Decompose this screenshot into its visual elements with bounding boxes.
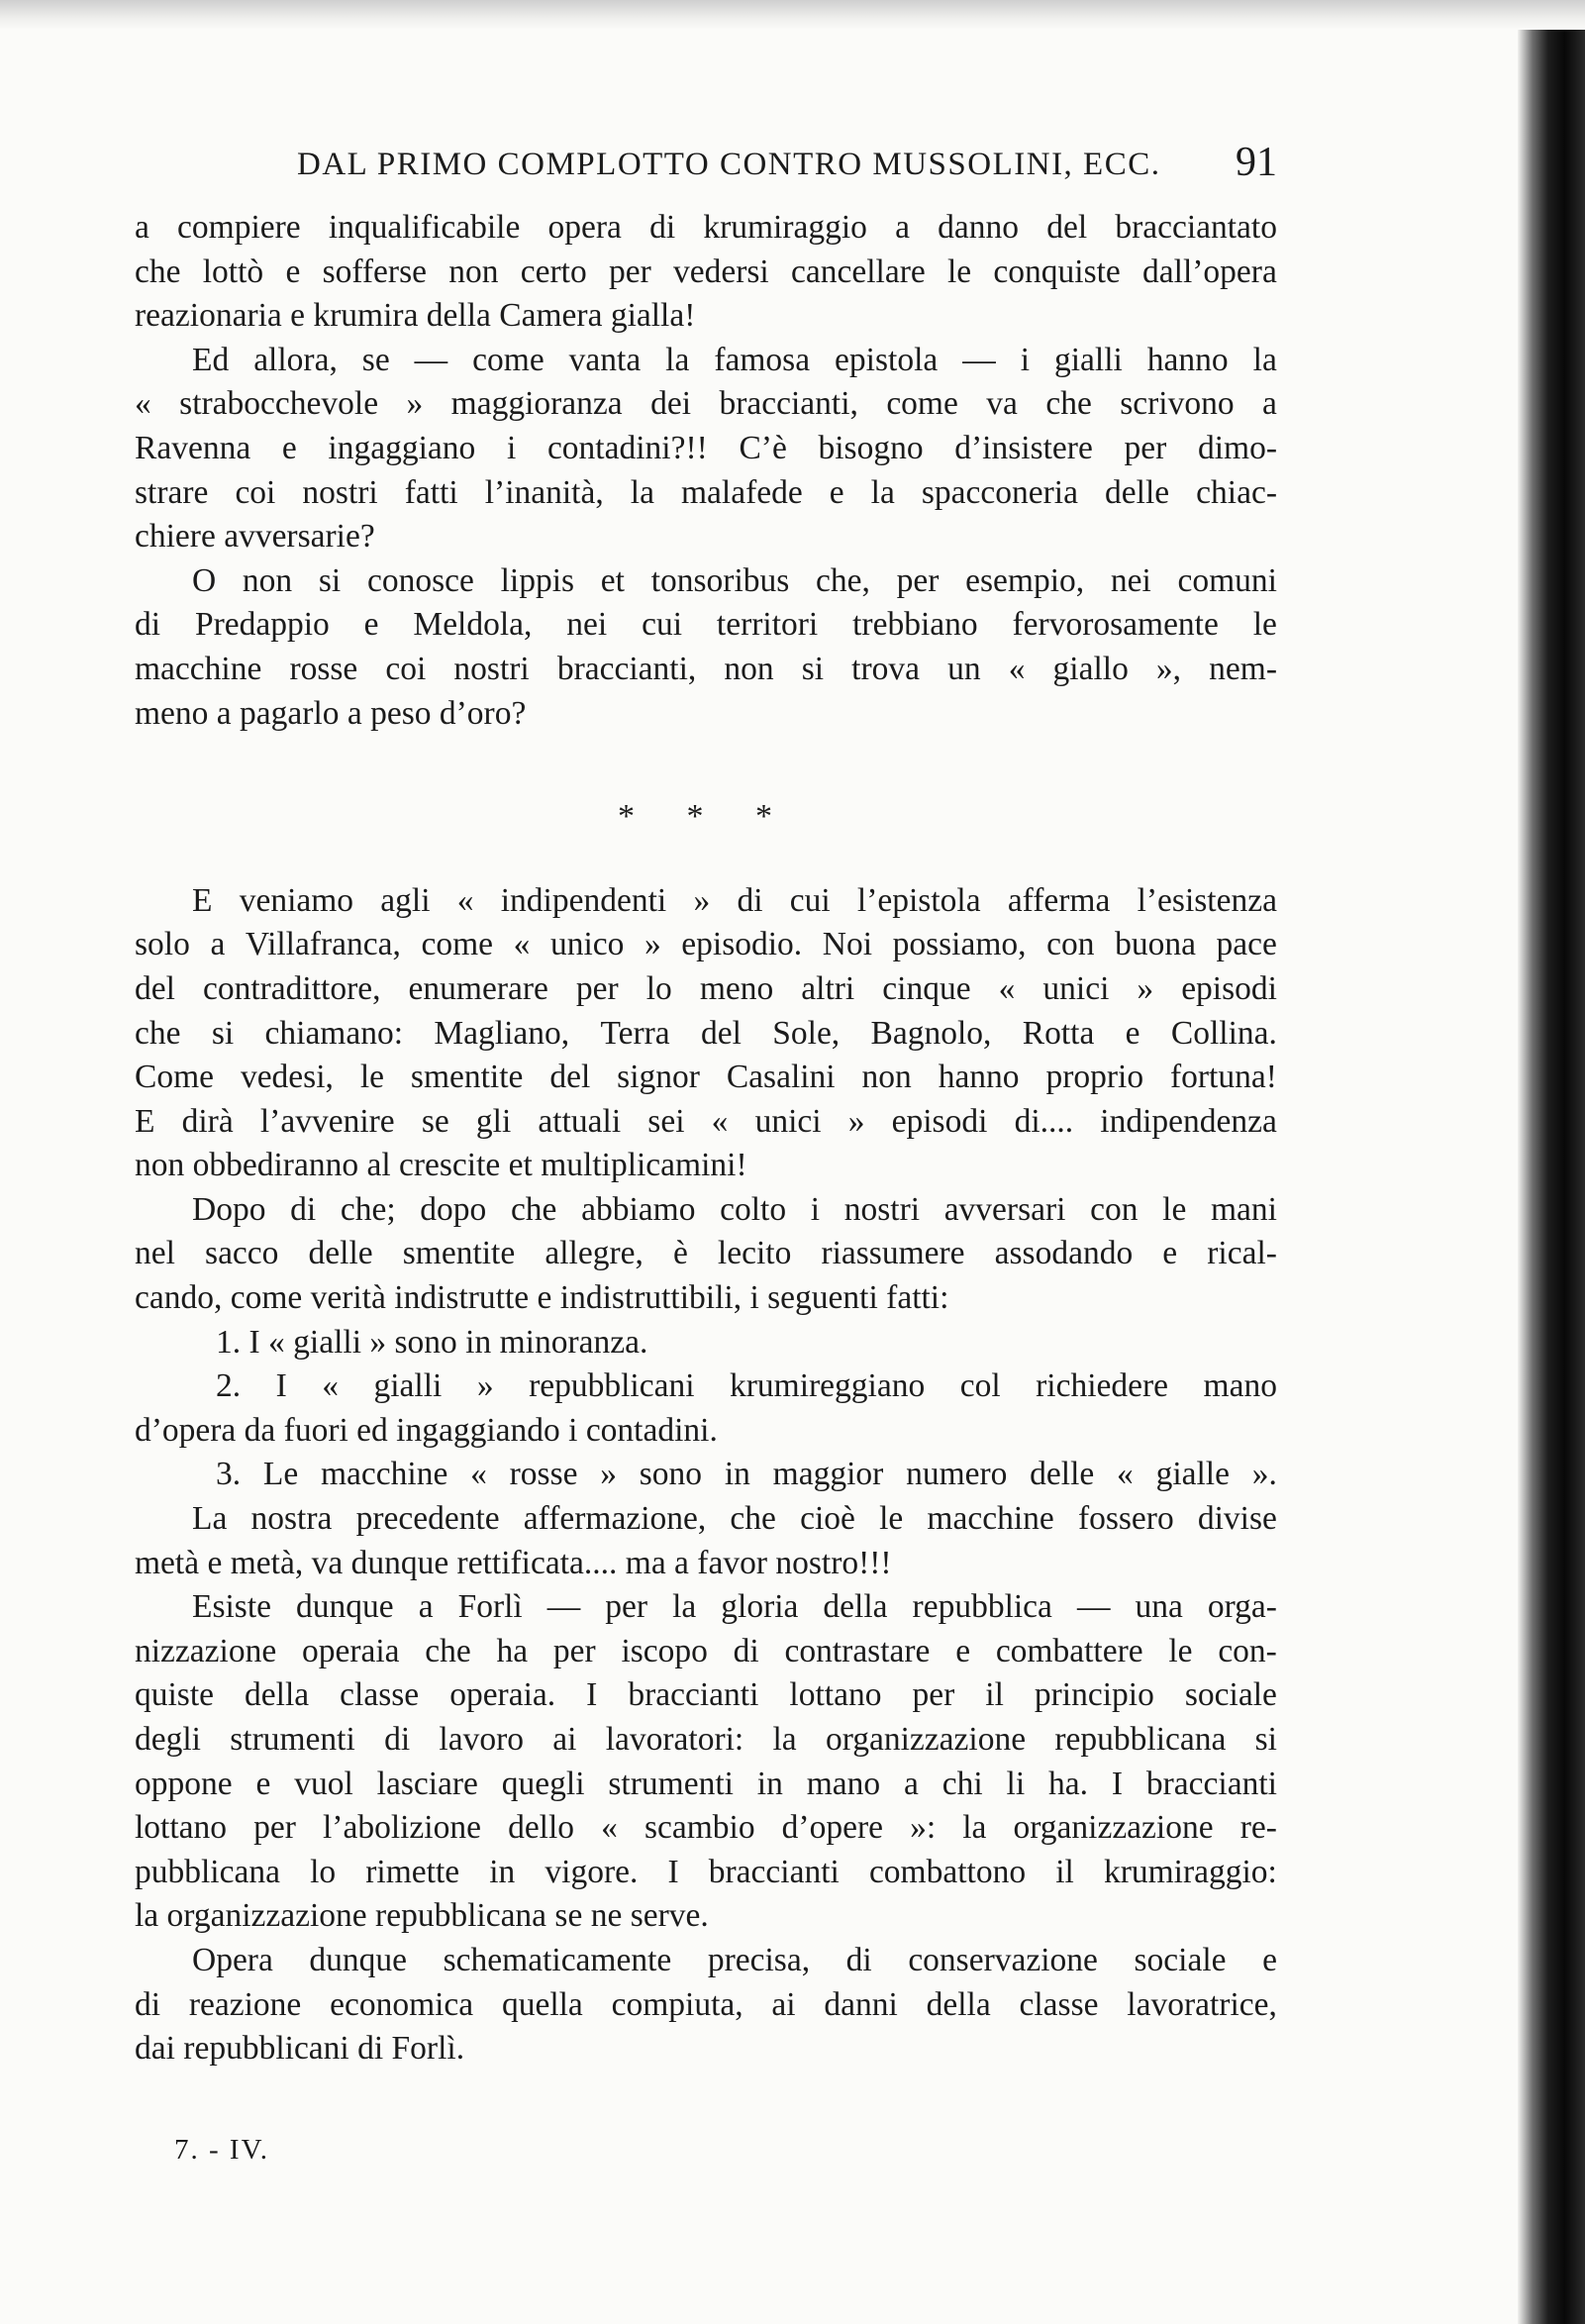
signature-mark: 7. - IV. [174, 2134, 270, 2166]
text-line: cando, come verità indistrutte e indistruttibili, i seguenti fatti: [135, 1279, 949, 1317]
text-line: Come vedesi, le smentite del signor Casalini non hanno proprio fortuna! [135, 1059, 1277, 1096]
text-line: quiste della classe operaia. I braccianti lottano per il principio sociale [135, 1676, 1277, 1714]
text-line: dai repubblicani di Forlì. [135, 2030, 465, 2068]
text-line: chiere avversarie? [135, 518, 375, 556]
text-line: pubblicana lo rimette in vigore. I braccianti combattono il krumiraggio: [135, 1853, 1277, 1890]
text-line: La nostra precedente affermazione, che cioè le macchine fossero divise [192, 1500, 1277, 1538]
text-line: la organizzazione repubblicana se ne serve. [135, 1897, 709, 1935]
list-item: 1. I « gialli » sono in minoranza. [216, 1323, 648, 1361]
text-line: metà e metà, va dunque rettificata.... ma a favor nostro!!! [135, 1544, 892, 1581]
text-line: nizzazione operaia che ha per iscopo di contrastare e combattere le con- [135, 1632, 1277, 1669]
text-line: che lottò e sofferse non certo per vedersi cancellare le conquiste dall’opera [135, 253, 1277, 290]
text-line: O non si conosce lippis et tonsoribus che, per esempio, nei comuni [192, 561, 1277, 599]
text-line: di reazione economica quella compiuta, ai danni della classe lavoratrice, [135, 1985, 1277, 2023]
text-line: del contradittore, enumerare per lo meno altri cinque « unici » episodi [135, 969, 1277, 1007]
text-line: E dirà l’avvenire se gli attuali sei « unici » episodi di.... indipendenza [135, 1102, 1277, 1140]
text-line: oppone e vuol lasciare quegli strumenti in mano a chi li ha. I braccianti [135, 1765, 1277, 1802]
text-line: di Predappio e Meldola, nei cui territori trebbiano fervorosamente le [135, 606, 1277, 644]
text-line: lottano per l’abolizione dello « scambio d’opere »: la organizzazione re- [135, 1809, 1277, 1847]
text-line: Ed allora, se — come vanta la famosa epistola — i gialli hanno la [192, 341, 1277, 378]
text-line: E veniamo agli « indipendenti » di cui l’epistola afferma l’esistenza [192, 881, 1277, 919]
text-line: a compiere inqualificabile opera di krumiraggio a danno del bracciantato [135, 209, 1277, 246]
text-line: d’opera da fuori ed ingaggiando i contadini. [135, 1411, 718, 1449]
text-line: Opera dunque schematicamente precisa, di conservazione sociale e [192, 1941, 1277, 1978]
list-item: 2. I « gialli » repubblicani krumireggiano col richiedere mano [216, 1367, 1277, 1405]
text-line: strare coi nostri fatti l’inanità, la malafede e la spacconeria delle chiac- [135, 473, 1277, 511]
section-gap [135, 840, 1277, 879]
list-item: 3. Le macchine « rosse » sono in maggior numero delle « gialle ». [216, 1456, 1277, 1493]
scan-top-edge [0, 0, 1585, 30]
text-line: « strabocchevole » maggioranza dei braccianti, come va che scrivono a [135, 385, 1277, 423]
running-title: DAL PRIMO COMPLOTTO CONTRO MUSSOLINI, ECC. [297, 147, 1161, 182]
text-line: solo a Villafranca, come « unico » episodio. Noi possiamo, con buona pace [135, 926, 1277, 963]
section-gap [135, 736, 1277, 795]
scan-binding-edge [1518, 30, 1585, 2324]
page-body [135, 206, 1277, 2071]
text-line: Dopo di che; dopo che abbiamo colto i nostri avversari con le mani [192, 1190, 1277, 1228]
text-line: meno a pagarlo a peso d’oro? [135, 694, 527, 732]
text-line: nel sacco delle smentite allegre, è lecito riassumere assodando e rical- [135, 1235, 1277, 1272]
page-header [297, 139, 1277, 188]
section-separator: * * * [618, 798, 794, 836]
page-number: 91 [1236, 140, 1277, 185]
text-line: Ravenna e ingaggiano i contadini?!! C’è bisogno d’insistere per dimo- [135, 429, 1277, 466]
text-line: reazionaria e krumira della Camera gialla! [135, 297, 696, 335]
text-line: Esiste dunque a Forlì — per la gloria della repubblica — una orga- [192, 1588, 1277, 1626]
text-line: non obbediranno al crescite et multiplicamini! [135, 1147, 747, 1184]
text-line: macchine rosse coi nostri braccianti, non si trova un « giallo », nem- [135, 650, 1277, 687]
text-line: degli strumenti di lavoro ai lavoratori: la organizzazione repubblicana si [135, 1721, 1277, 1758]
text-line: che si chiamano: Magliano, Terra del Sole, Bagnolo, Rotta e Collina. [135, 1014, 1277, 1052]
